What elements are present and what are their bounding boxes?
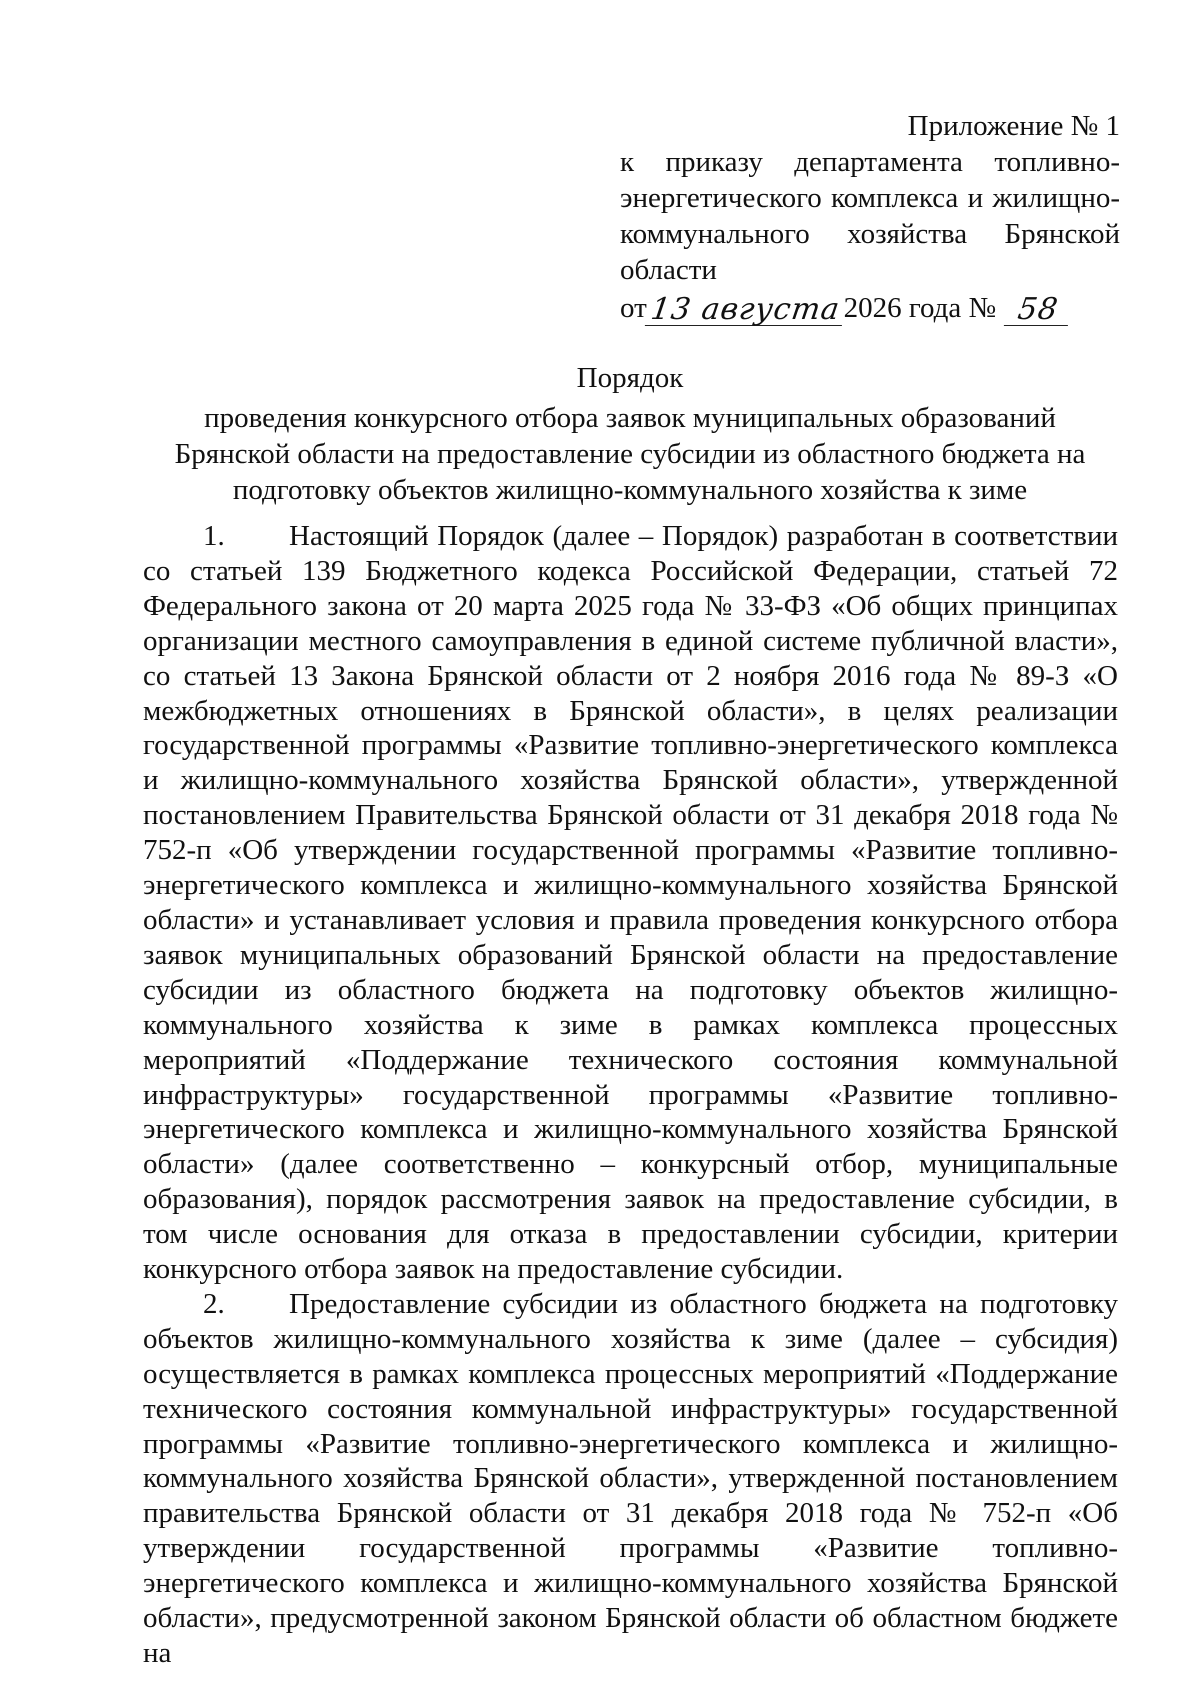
paragraph-text: Предоставление субсидии из областного бюджета на подготовку объектов жилищно-коммунального хозяйства к зиме (далее – субсидия) осуществляется в рамках комплекса процессных мероприятий «Поддержание технического состояния коммунальной инфраструктуры» государственной программы «Развитие топливно-энергетического комплекса и жилищно-коммунального хозяйства Брянской области», утвержденной постановлением правительства Брянской области от 31 декабря 2018 года № 752-п «Об утверждении государственной программы «Развитие топливно-энергетического комплекса и жилищно-коммунального хозяйства Брянской области», предусмотренной законом Брянской области об областном бюджете на [143,1287,1118,1669]
document-body [143,519,1118,1671]
title-line-0: Порядок [576,362,684,394]
appendix-line-4: области [620,254,717,286]
appendix-header [620,108,1120,326]
title-line-3: подготовку объектов жилищно-коммунального хозяйства к зиме [232,474,1028,506]
paragraph-1 [143,519,1118,1287]
appendix-date-line [620,290,1120,326]
appendix-line-3: коммунального хозяйства Брянской [620,218,1120,250]
appendix-title: Приложение № 1 [907,110,1120,142]
paragraph-number: 1. [203,520,225,552]
paragraph-2 [143,1287,1118,1671]
title-line-1: проведения конкурсного отбора заявок муниципальных образований [204,402,1056,434]
handwritten-date: 13 августа [645,295,846,326]
document-title [140,360,1120,508]
paragraph-number: 2. [203,1287,225,1320]
title-line-2: Брянской области на предоставление субсидии из областного бюджета на [174,438,1086,470]
date-prefix: от [620,292,647,324]
date-suffix: 2026 года № [843,292,997,324]
paragraph-text: Настоящий Порядок (далее – Порядок) разработан в соответствии со статьей 139 Бюджетного кодекса Российской Федерации, статьей 72 Федерального закона от 20 марта 2025 года № 33-ФЗ «Об общих принципах организации местного самоуправления в единой системе публичной власти», со статьей 13 Закона Брянской области от 2 ноября 2016 года № 89-З «О межбюджетных отношениях в Брянской области», в целях реализации государственной программы «Развитие топливно-энергетического комплекса и жилищно-коммунального хозяйства Брянской области», утвержденной постановлением Правительства Брянской области от 31 декабря 2018 года № 752-п «Об утверждении государственной программы «Развитие топливно-энергетического комплекса и жилищно-коммунального хозяйства Брянской области» и устанавливает условия и правила проведения конкурсного отбора заявок муниципальных образований Брянской области на предоставление субсидии из областного бюджета на подготовку объектов жилищно-коммунального хозяйства к зиме в рамках комплекса процессных мероприятий «Поддержание технического состояния коммунальной инфраструктуры» государственной программы «Развитие топливно-энергетического комплекса и жилищно-коммунального хозяйства Брянской области» (далее соответственно – конкурсный отбор, муниципальные образования), порядок рассмотрения заявок на предоставление субсидии, в том числе основания для отказа в предоставлении субсидии, критерии конкурсного отбора заявок на предоставление субсидии. [143,520,1118,1286]
appendix-line-2: энергетического комплекса и жилищно- [620,182,1120,214]
handwritten-number: 58 [1004,295,1072,326]
appendix-line-1: к приказу департамента топливно- [620,146,1120,178]
